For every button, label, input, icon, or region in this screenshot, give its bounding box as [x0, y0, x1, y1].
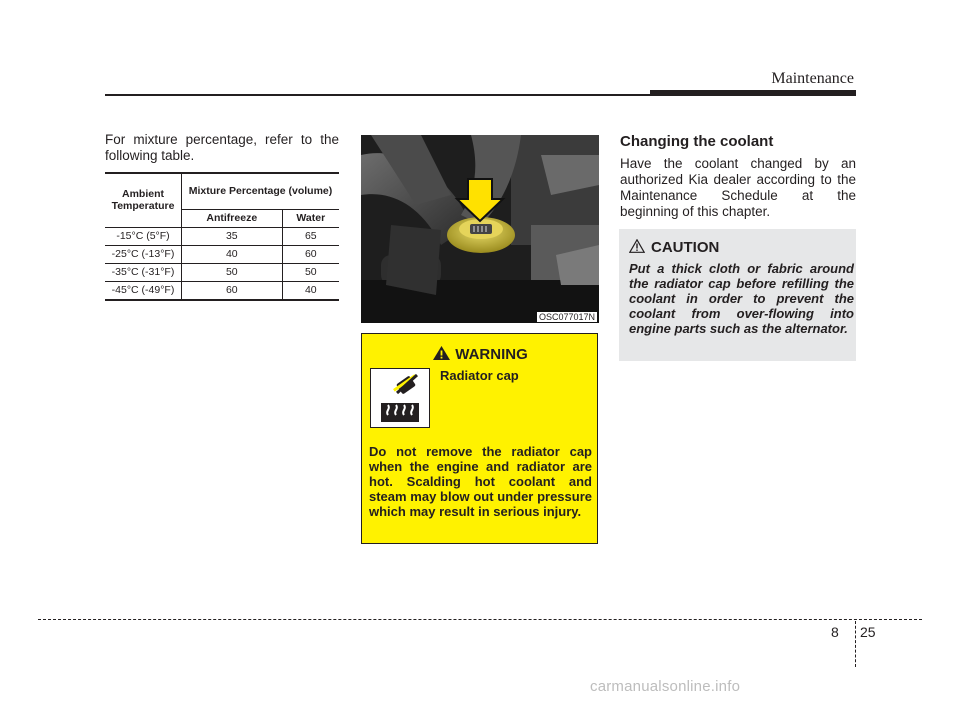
photo-code: OSC077017N: [538, 312, 595, 322]
changing-coolant-body: Have the coolant changed by an authorized Kia dealer according to the Maintenance Schedule at the beginning of this chapter.: [620, 156, 856, 219]
table-row: [105, 263, 339, 281]
page-number: 25: [860, 624, 876, 640]
warning-box: [361, 333, 598, 544]
footer-rule: [38, 619, 922, 620]
row-temp: -15°C (5°F): [105, 227, 182, 245]
header-bar: [650, 90, 856, 96]
caution-body: Put a thick cloth or fabric around the radiator cap before refilling the coolant in order to prevent the coolant from over-flowing into engine parts such as the alternator.: [629, 261, 854, 336]
row-antifreeze: 40: [182, 245, 283, 263]
caution-triangle-icon: [629, 239, 645, 257]
table-row: [105, 245, 339, 263]
row-antifreeze: 60: [182, 281, 283, 300]
table-row: [105, 281, 339, 300]
warning-subtitle: Radiator cap: [440, 368, 519, 383]
radiator-cap-hot-icon: [370, 368, 430, 428]
col-mixture-header: Mixture Percentage (volume): [182, 173, 340, 209]
caution-title: [629, 239, 719, 257]
row-water: 65: [282, 227, 339, 245]
warning-triangle-icon: [433, 346, 450, 364]
row-antifreeze: 50: [182, 263, 283, 281]
warning-title: [362, 346, 599, 364]
caution-box: [619, 229, 856, 361]
caution-title-text: CAUTION: [651, 239, 720, 256]
changing-coolant-heading: Changing the coolant: [620, 133, 774, 150]
intro-paragraph: For mixture percentage, refer to the following table.: [105, 132, 339, 163]
engine-bay-illustration: [361, 135, 599, 323]
row-water: 60: [282, 245, 339, 263]
col-water-header: Water: [282, 209, 339, 227]
col-ambient-header: Ambient Temperature: [105, 173, 182, 227]
row-antifreeze: 35: [182, 227, 283, 245]
row-water: 50: [282, 263, 339, 281]
watermark: carmanualsonline.info: [590, 678, 741, 695]
col-antifreeze-header: Antifreeze: [182, 209, 283, 227]
warning-body: Do not remove the radiator cap when the engine and radiator are hot. Scalding hot coolant and steam may blow out under pressure which may result in serious injury.: [369, 444, 592, 519]
row-temp: -45°C (-49°F): [105, 281, 182, 300]
page-chapter: 8: [831, 624, 839, 640]
row-temp: -35°C (-31°F): [105, 263, 182, 281]
section-title: Maintenance: [771, 70, 854, 87]
table-row: [105, 227, 339, 245]
mixture-table: [105, 172, 339, 301]
row-water: 40: [282, 281, 339, 300]
row-temp: -25°C (-13°F): [105, 245, 182, 263]
warning-title-text: WARNING: [455, 346, 528, 363]
engine-photo: [361, 135, 599, 323]
page-separator: [855, 621, 856, 667]
